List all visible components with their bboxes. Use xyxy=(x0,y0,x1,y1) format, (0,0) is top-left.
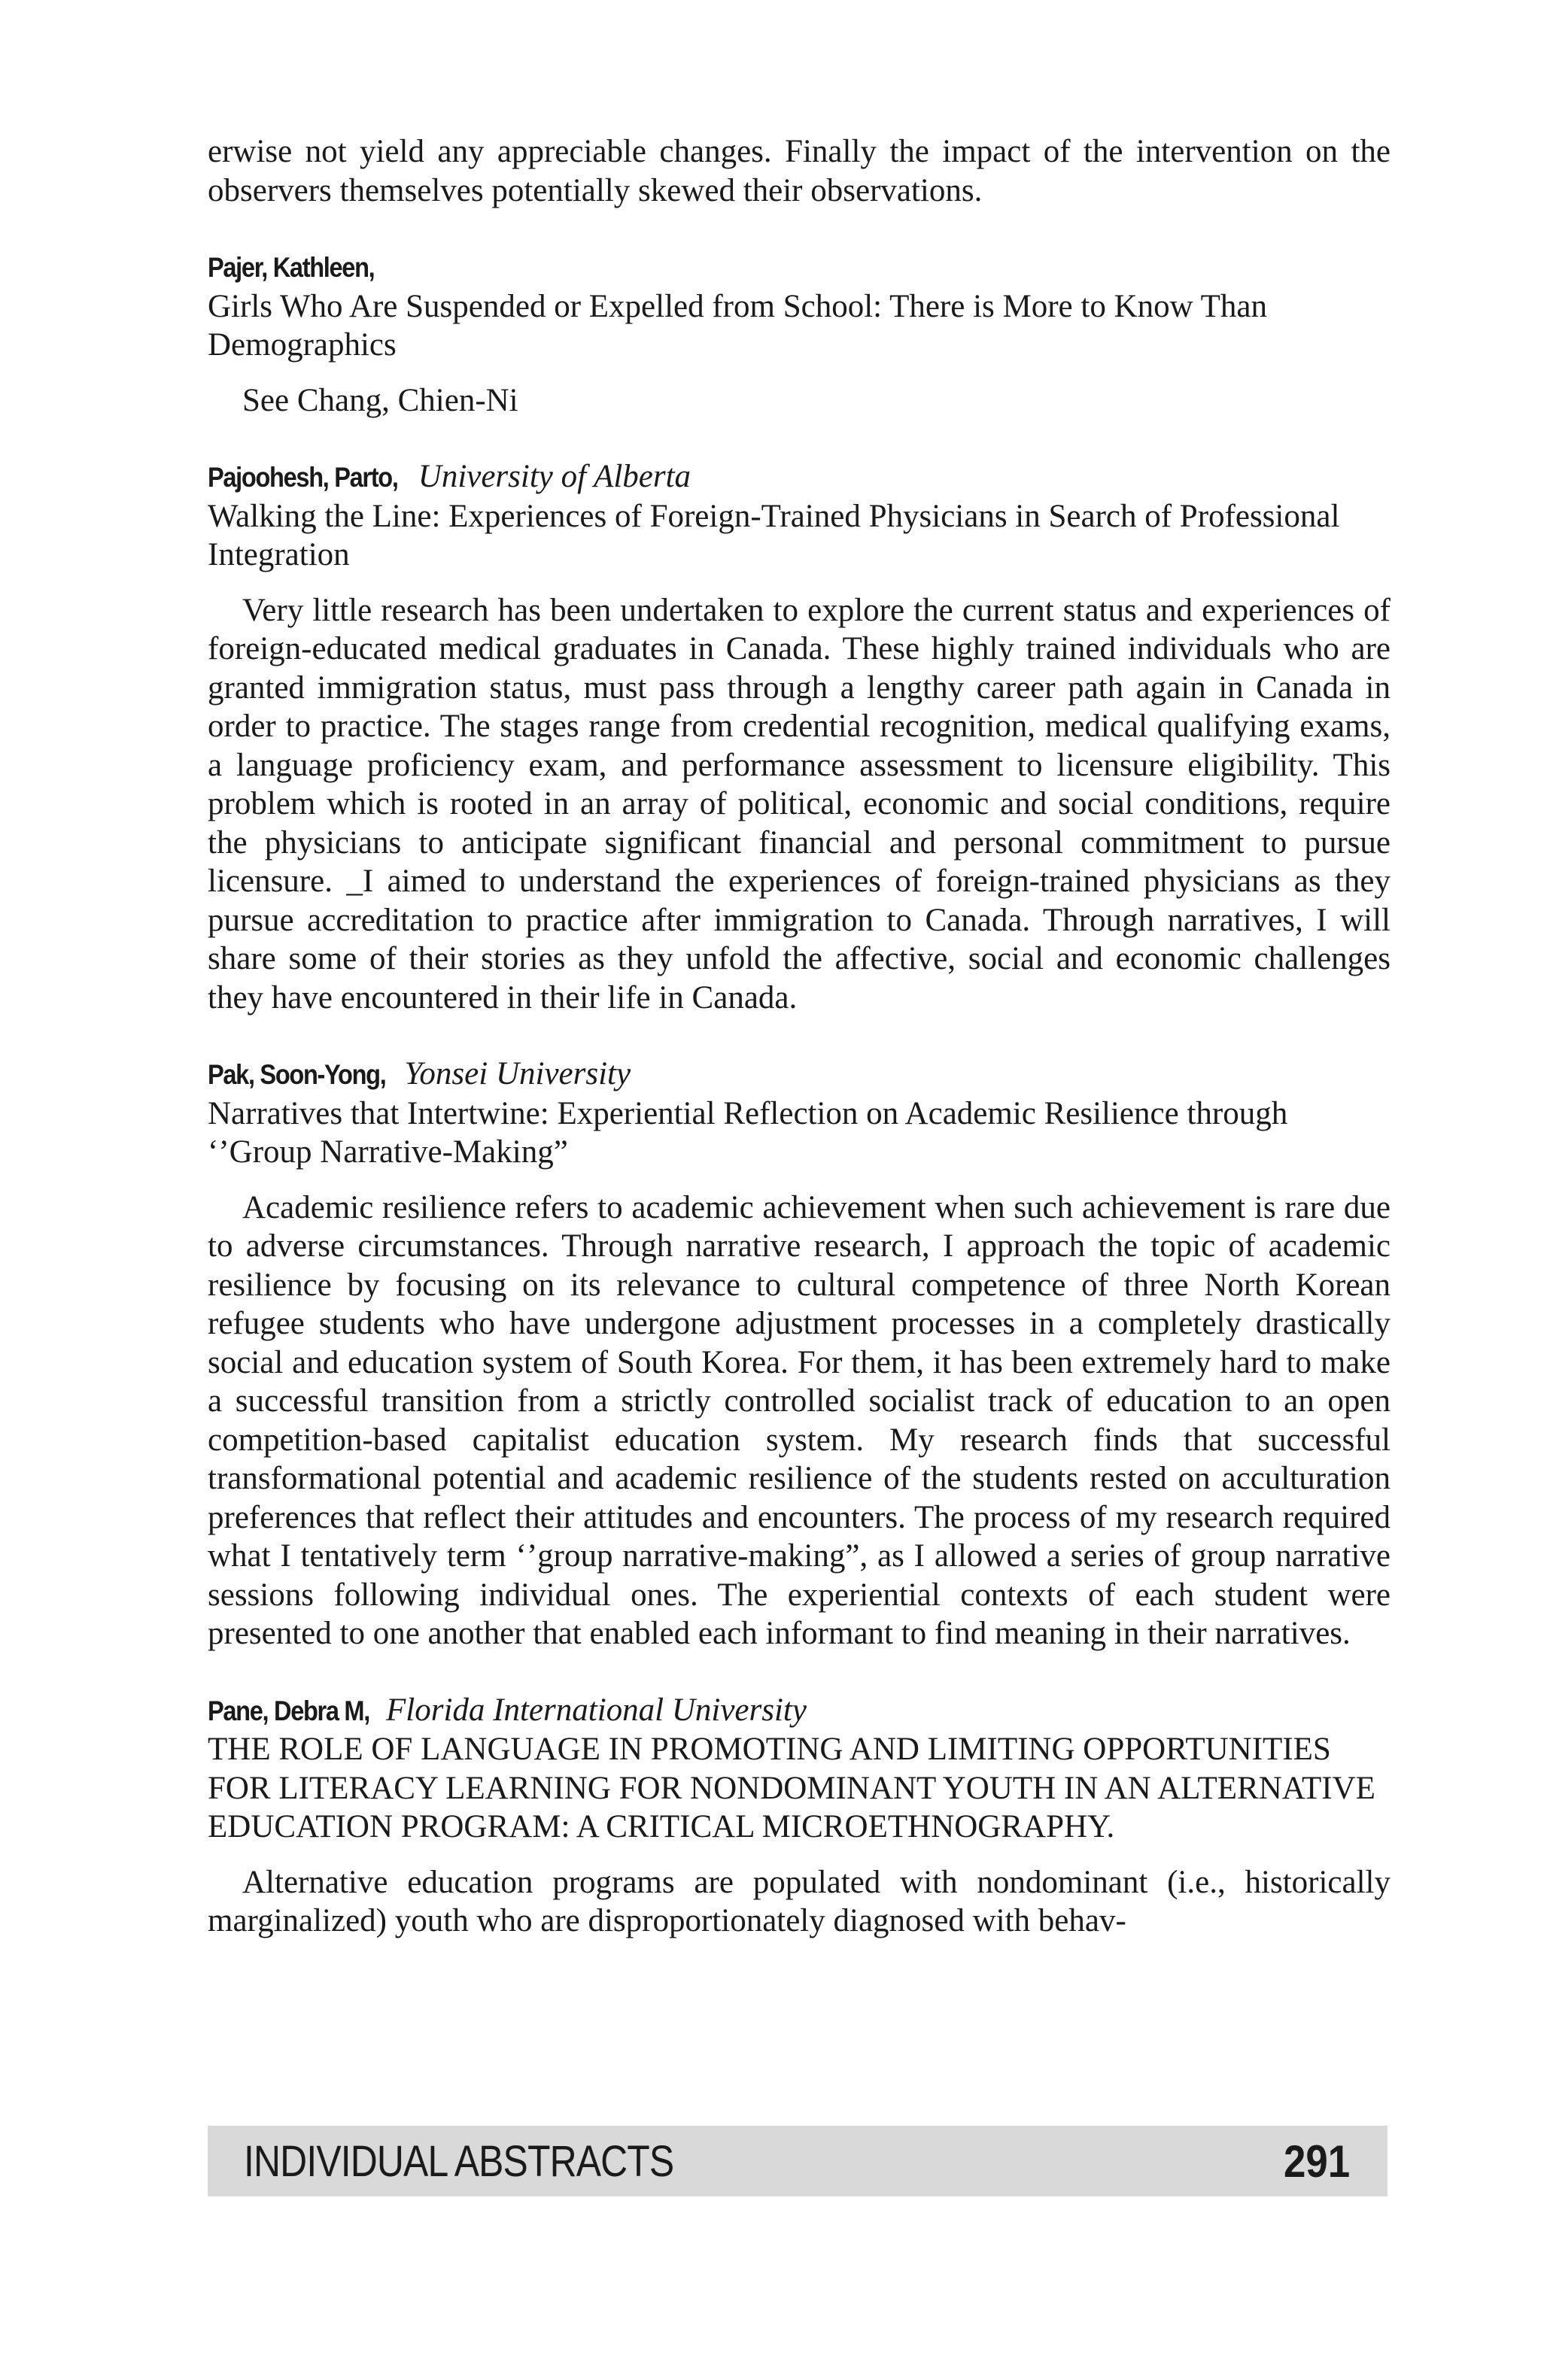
entry-title: Walking the Line: Experiences of Foreign-Trained Physicians in Search of Professional Integration xyxy=(208,498,1340,572)
page-number: 291 xyxy=(1283,2136,1350,2187)
entry-header xyxy=(208,457,1391,497)
entry-title: THE ROLE OF LANGUAGE IN PROMOTING AND LIMITING OPPORTUNITIES FOR LITERACY LEARNING FOR NONDOMINANT YOUTH IN AN ALTERNATIVE EDUCATION PROGRAM: A CRITICAL MICROETHNOGRAPHY. xyxy=(208,1732,1375,1844)
entry-abstract: Academic resilience refers to academic achievement when such achievement is rare due to adverse circumstances. Through narrative research, I approach the topic of academic resilience by focusing on its relevance to cultural competence of three North Korean refugee students who have undergone adjustment processes in a completely drastically social and education system of South Korea. For them, it has been extremely hard to make a successful transition from a strictly controlled socialist track of education to an open competition-based capitalist education system. My research finds that successful transformational potential and academic resilience of the students rested on acculturation preferences that reflect their attitudes and encounters. The process of my research required what I tentatively term ‘’group narrative-making”, as I allowed a series of group narrative sessions following individual ones. The experiential contexts of each student were presented to one another that enabled each informant to find meaning in their narratives. xyxy=(208,1189,1391,1651)
author-name: Pak, Soon-Yong, xyxy=(208,1059,386,1090)
entry-header xyxy=(208,1055,1391,1094)
section-label: INDIVIDUAL ABSTRACTS xyxy=(244,2136,674,2186)
author-affiliation: Yonsei University xyxy=(404,1056,631,1091)
entry-title: Narratives that Intertwine: Experiential Reflection on Academic Resilience through ‘’Group Narrative-Making” xyxy=(208,1095,1288,1170)
author-affiliation: Florida International University xyxy=(386,1692,807,1728)
entry-title: Girls Who Are Suspended or Expelled from School: There is More to Know Than Demographics xyxy=(208,288,1268,363)
entry-header xyxy=(208,247,1391,287)
entry-abstract: Very little research has been undertaken to explore the current status and experiences of foreign-educated medical graduates in Canada. These highly trained individuals who are granted immigration status, must pass through a lengthy career path again in Canada in order to practice. The stages range from credential recognition, medical qualifying exams, a language proficiency exam, and performance assessment to licensure eligibility. This problem which is rooted in an array of political, economic and social conditions, require the physicians to anticipate significant financial and personal commitment to pursue licensure. _I aimed to understand the experiences of foreign-trained physicians as they pursue accreditation to practice after immigration to Canada. Through narratives, I will share some of their stories as they unfold the affective, social and economic challenges they have encountered in their life in Canada. xyxy=(208,592,1391,1015)
author-affiliation: University of Alberta xyxy=(418,459,691,494)
page-footer xyxy=(208,2126,1388,2196)
entry-pane xyxy=(208,1691,1391,1941)
entry-pak xyxy=(208,1055,1391,1653)
author-name: Pajer, Kathleen, xyxy=(208,252,375,283)
entry-pajoohesh xyxy=(208,457,1391,1017)
see-also: See Chang, Chien-Ni xyxy=(242,382,518,418)
continuation-text: erwise not yield any appreciable changes. Finally the impact of the intervention on the observers themselves potentially skewed their observations. xyxy=(208,134,1391,208)
page-content xyxy=(208,132,1391,1941)
entry-abstract: Alternative education programs are populated with nondominant (i.e., historically marginalized) youth who are disproportionately diagnosed with behav- xyxy=(208,1864,1391,1938)
author-name: Pane, Debra M, xyxy=(208,1695,369,1726)
entry-header xyxy=(208,1691,1391,1731)
author-name: Pajoohesh, Parto, xyxy=(208,462,398,493)
entry-pajer xyxy=(208,247,1391,420)
